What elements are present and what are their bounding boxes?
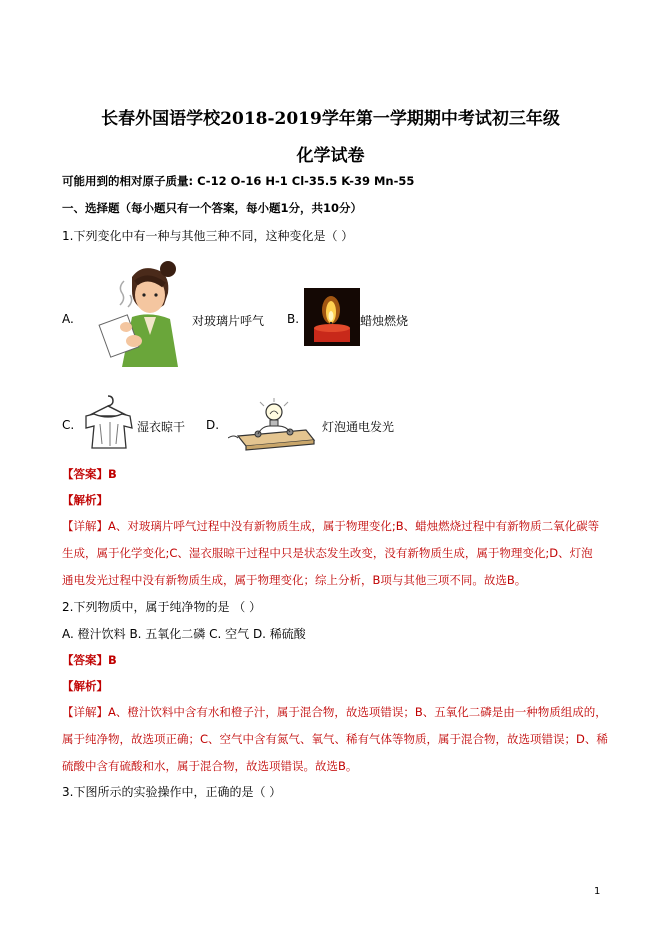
q2-detail-line-1: 【详解】A、橙汁饮料中含有水和橙子汁，属于混合物，故选项错误；B、五氧化二磷是由一种物质组成的， <box>62 705 607 719</box>
question-2-options: A. 橙汁饮料 B. 五氧化二磷 C. 空气 D. 稀硫酸 <box>62 627 306 641</box>
q1-option-a-letter: A. <box>62 312 74 326</box>
candle-burning-image <box>304 288 360 346</box>
q2-detail-line-3: 硫酸中含有硫酸和水，属于混合物，故选项错误。故选B。 <box>62 759 358 773</box>
q1-option-b-text: 蜡烛燃烧 <box>360 314 409 328</box>
girl-breathing-on-glass-image <box>92 255 192 375</box>
question-1-stem: 1.下列变化中有一种与其他三种不同，这种变化是（ ） <box>62 229 354 243</box>
light-bulb-circuit-image <box>228 396 320 452</box>
q1-option-d-letter: D. <box>206 418 220 432</box>
wet-clothes-drying-image <box>80 394 136 450</box>
q1-answer: 【答案】B <box>62 467 117 481</box>
q1-analysis-label: 【解析】 <box>62 493 108 507</box>
q2-analysis-label: 【解析】 <box>62 679 108 693</box>
q2-detail-line-2: 属于纯净物，故选项正确；C、空气中含有氮气、氧气、稀有气体等物质，属于混合物，故选项错误；D、稀 <box>62 732 608 746</box>
question-3-stem: 3.下图所示的实验操作中，正确的是（ ） <box>62 785 282 799</box>
q1-detail-line-2: 生成，属于化学变化;C、湿衣服晾干过程中只是状态发生改变，没有新物质生成，属于物理变化;D、灯泡 <box>62 546 593 560</box>
atomic-masses-line: 可能用到的相对原子质量: C-12 O-16 H-1 Cl-35.5 K-39 Mn-55 <box>62 174 415 188</box>
q1-option-b-letter: B. <box>287 312 300 326</box>
q1-option-c-text: 湿衣晾干 <box>137 420 186 434</box>
q1-option-d-text: 灯泡通电发光 <box>322 420 395 434</box>
exam-title: 长春外国语学校2018-2019学年第一学期期中考试初三年级 <box>101 109 560 129</box>
q1-option-c-letter: C. <box>62 418 75 432</box>
exam-subtitle: 化学试卷 <box>296 146 365 166</box>
page-number: 1 <box>594 886 601 897</box>
question-2-stem: 2.下列物质中，属于纯净物的是 （ ） <box>62 600 262 614</box>
section-heading: 一、选择题（每小题只有一个答案，每小题1分，共10分） <box>62 201 363 215</box>
q1-detail-line-1: 【详解】A、对玻璃片呼气过程中没有新物质生成，属于物理变化;B、蜡烛燃烧过程中有新物质二氧化碳等 <box>62 519 600 533</box>
q1-option-a-text: 对玻璃片呼气 <box>192 314 265 328</box>
q1-detail-line-3: 通电发光过程中没有新物质生成，属于物理变化；综上分析，B项与其他三项不同。故选B。 <box>62 573 527 587</box>
q2-answer: 【答案】B <box>62 653 117 667</box>
